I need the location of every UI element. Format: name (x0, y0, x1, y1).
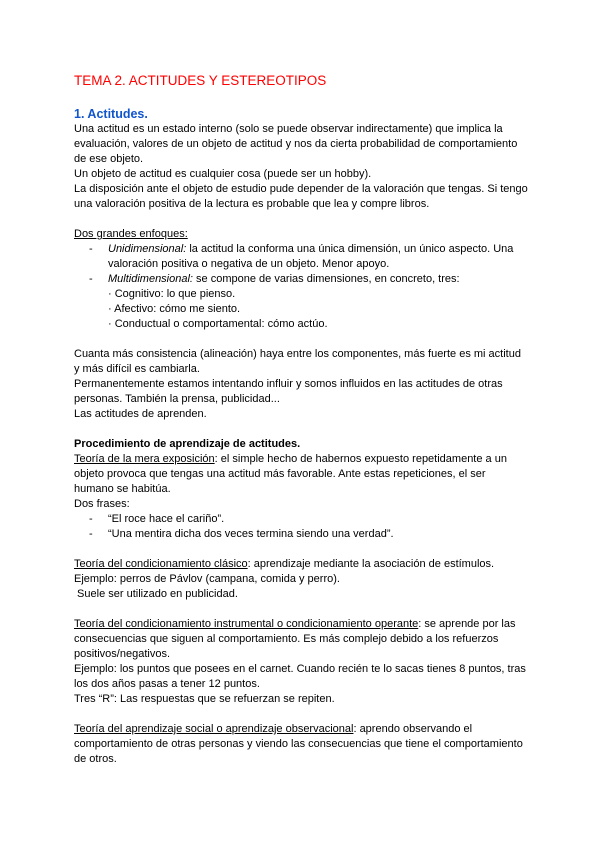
operant-rule: Tres “R”: Las respuestas que se refuerzan se repiten. (74, 693, 335, 705)
term-unidimensional: Unidimensional: (108, 243, 187, 255)
component-afectivo: · Afectivo: cómo me siento. (108, 303, 241, 315)
paragraph-object: Un objeto de actitud es cualquier cosa (puede ser un hobby). (74, 168, 372, 180)
classic-example: Ejemplo: perros de Pávlov (campana, comida y perro). (74, 573, 340, 585)
operant-example: Ejemplo: los puntos que posees en el carnet. Cuando recién te lo sacas tienes 8 puntos, tras los dos años pasas a tener 12 puntos. (74, 663, 526, 690)
paragraph-learned: Las actitudes de aprenden. (74, 408, 207, 420)
paragraph-influence: Permanentemente estamos intentando influir y somos influidos en las actitudes de otras personas. También la prensa, publicidad... (74, 378, 503, 405)
enfoques-list (74, 242, 528, 287)
phrases-list (74, 512, 528, 542)
component-conductual: · Conductual o comportamental: cómo actúo. (108, 318, 328, 330)
enfoques-heading: Dos grandes enfoques: (74, 228, 188, 240)
theory-mere-exposure: Teoría de la mera exposición: el simple hecho de habernos expuesto repetidamente a un objeto provoca que tengas una actitud más favorable. Ante estas repeticiones, el ser humano se habitúa. (74, 453, 507, 495)
term-multidimensional: Multidimensional: (108, 273, 193, 285)
procedure-heading: Procedimiento de aprendizaje de actitudes. (74, 438, 301, 450)
section-heading-actitudes: 1. Actitudes. (74, 107, 148, 121)
list-item: - “Una mentira dicha dos veces termina siendo una verdad”. (74, 527, 528, 542)
list-item: - “El roce hace el cariño”. (74, 512, 528, 527)
paragraph-definition: Una actitud es un estado interno (solo se puede observar indirectamente) que implica la evaluación, valores de un objeto de actitud y nos da cierta probabilidad de comportamiento de ese objeto. (74, 123, 518, 165)
list-item: - Unidimensional: la actitud la conforma una única dimensión, un único aspecto. Una valoración positiva o negativa de un objeto. Menor apoyo. (74, 242, 528, 272)
paragraph-disposition: La disposición ante el objeto de estudio pude depender de la valoración que tengas. Si tengo una valoración positiva de la lectura es probable que lea y compre libros. (74, 183, 528, 210)
document-title: TEMA 2. ACTITUDES Y ESTEREOTIPOS (74, 73, 327, 88)
list-item: - Multidimensional: se compone de varias dimensiones, en concreto, tres: (74, 272, 528, 287)
theory-operant: Teoría del condicionamiento instrumental o condicionamiento operante: se aprende por las consecuencias que siguen al comportamiento. Es más complejo debido a los refuerzos positivos/negativos. (74, 618, 516, 660)
phrases-label: Dos frases: (74, 498, 130, 510)
theory-social: Teoría del aprendizaje social o aprendizaje observacional: aprendo observando el comportamiento de otras personas y viendo las consecuencias que tiene el comportamiento de otros. (74, 723, 523, 765)
paragraph-consistency: Cuanta más consistencia (alineación) haya entre los componentes, más fuerte es mi actitud y más difícil es cambiarla. (74, 348, 521, 375)
classic-note: Suele ser utilizado en publicidad. (74, 588, 238, 600)
theory-classic: Teoría del condicionamiento clásico: aprendizaje mediante la asociación de estímulos. (74, 558, 495, 570)
component-cognitivo: · Cognitivo: lo que pienso. (108, 288, 236, 300)
